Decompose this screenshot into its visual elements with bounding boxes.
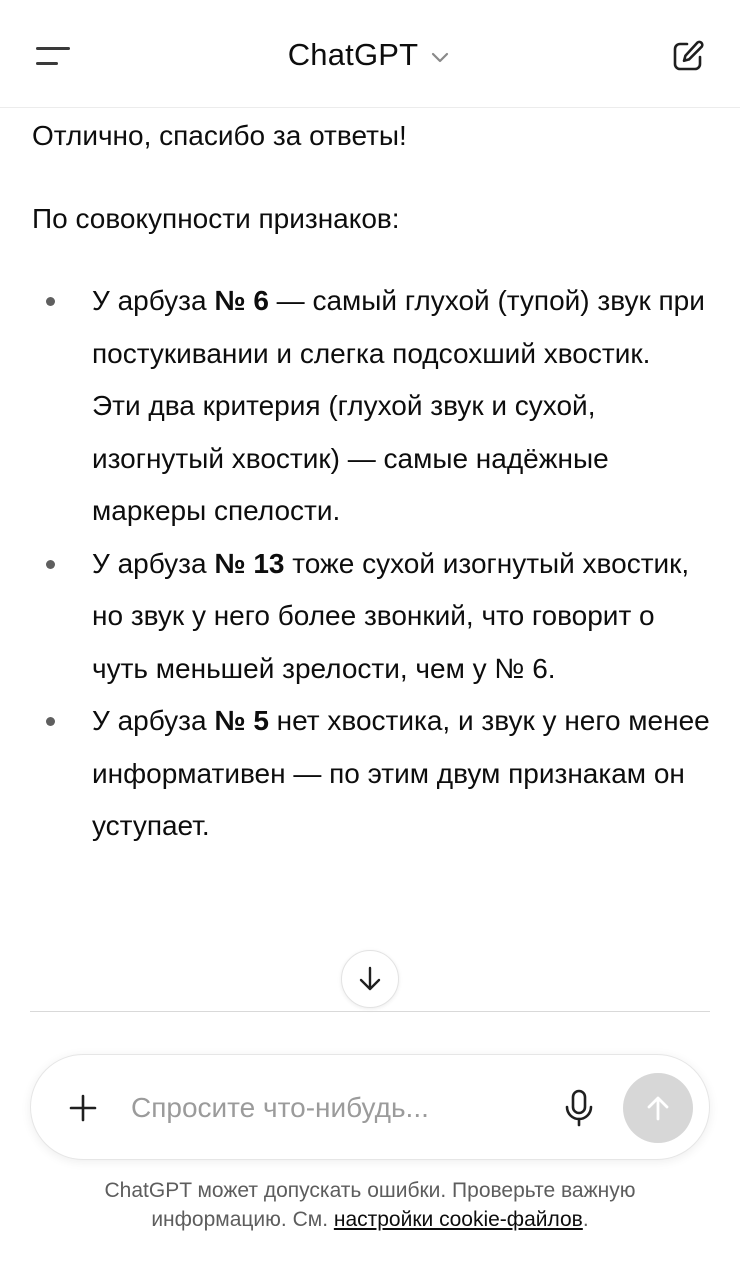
new-chat-icon[interactable]	[668, 36, 708, 76]
cookie-settings-link[interactable]: настройки cookie-файлов	[333, 1208, 583, 1231]
watermelon-number: № 13	[214, 547, 285, 579]
message-lead: По совокупности признаков:	[32, 202, 400, 234]
assistant-message	[32, 110, 716, 990]
list-item: У арбуза № 5 нет хвостика, и звук у него менее информативен — по этим двум признакам он уступает.	[32, 695, 716, 853]
divider	[30, 1011, 710, 1012]
composer	[30, 1054, 710, 1160]
arrow-down-icon	[355, 964, 385, 994]
list-item: У арбуза № 6 — самый глухой (тупой) звук при постукивании и слегка подсохший хвостик. Эти два критерия (глухой звук и сухой, изогнутый хвостик) — самые надёжные маркеры спелости.	[32, 275, 716, 538]
scroll-down-button[interactable]	[341, 950, 399, 1008]
list-item-note: Эти два критерия (глухой звук и сухой, изогнутый хвостик) — самые надёжные маркеры спелости.	[92, 390, 609, 526]
chevron-down-icon	[428, 41, 452, 69]
watermelon-number: № 5	[214, 705, 269, 736]
watermelon-number: № 6	[214, 285, 269, 316]
arrow-up-icon	[642, 1092, 674, 1124]
mic-icon[interactable]	[561, 1088, 597, 1128]
disclaimer: ChatGPT может допускать ошибки. Проверьте важную информацию. См. настройки cookie-файлов.	[104, 1179, 636, 1231]
plus-icon[interactable]	[65, 1090, 101, 1126]
model-selector[interactable]	[0, 34, 740, 76]
prompt-input[interactable]	[131, 1085, 531, 1131]
list-item: У арбуза № 13 тоже сухой изогнутый хвостик, но звук у него более звонкий, что говорит о чуть меньшей зрелости, чем у № 6.	[32, 538, 716, 696]
message-intro: Отлично, спасибо за ответы!	[32, 120, 407, 151]
top-bar	[0, 0, 740, 108]
criteria-list	[32, 275, 716, 853]
send-button[interactable]	[623, 1073, 693, 1143]
app-title: ChatGPT	[287, 37, 419, 72]
